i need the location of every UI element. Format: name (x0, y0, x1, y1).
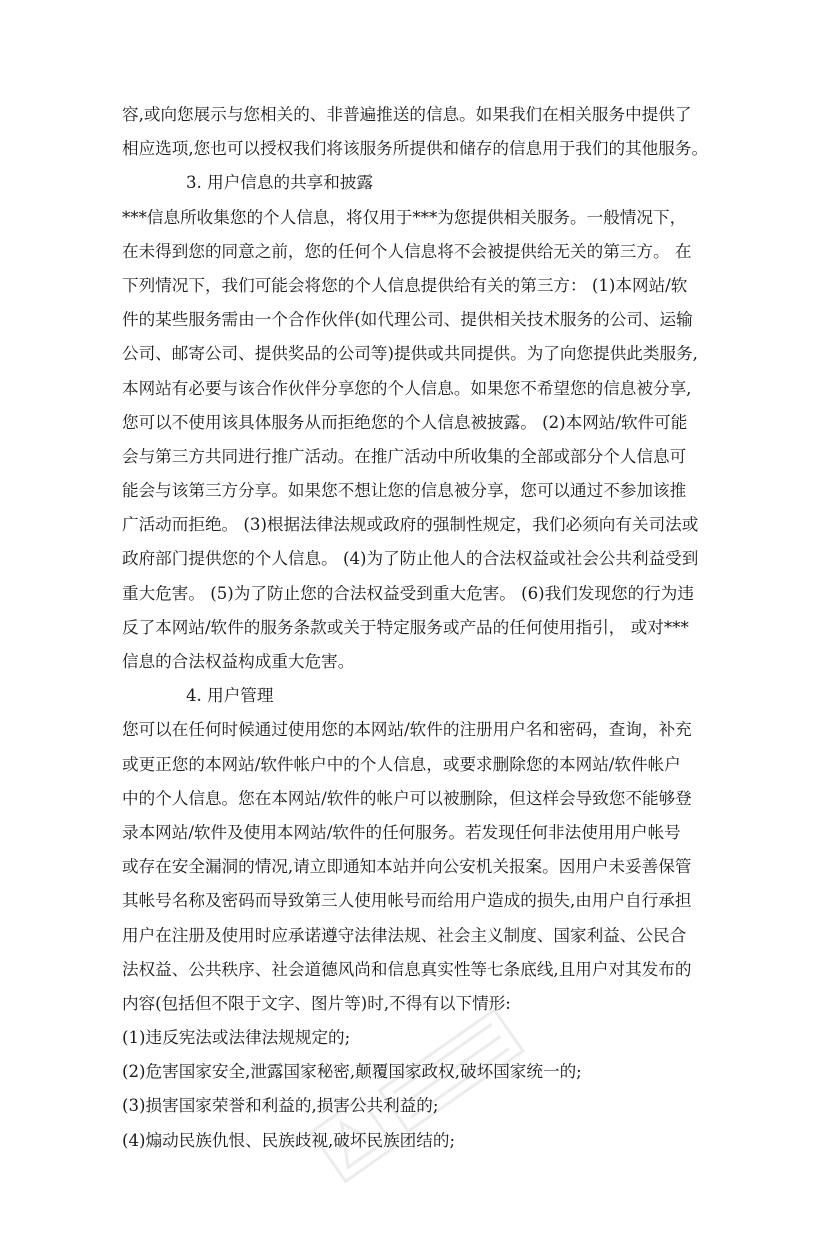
list-item: (1)违反宪法或法律法规规定的; (122, 1028, 351, 1048)
body-line: 内容(包括但不限于文字、图片等)时,不得有以下情形: (122, 993, 511, 1013)
body-line: 公司、邮寄公司、提供奖品的公司等)提供或共同提供。为了向您提供此类服务, (122, 344, 698, 364)
list-item: (2)危害国家安全,泄露国家秘密,颠覆国家政权,破坏国家统一的; (122, 1062, 582, 1082)
body-line: 或更正您的本网站/软件帐户中的个人信息，或要求删除您的本网站/软件帐户 (122, 754, 681, 774)
body-line: 下列情况下，我们可能会将您的个人信息提供给有关的第三方： (1)本网站/软 (122, 275, 688, 295)
body-line: 容,或向您展示与您相关的、非普遍推送的信息。如果我们在相关服务中提供了 (122, 105, 692, 124)
body-line: ***信息所收集您的个人信息，将仅用于***为您提供相关服务。一般情况下， (122, 207, 687, 227)
body-line: 件的某些服务需由一个合作伙伴(如代理公司、提供相关技术服务的公司、运输 (122, 310, 693, 330)
body-line: 能会与该第三方分享。如果您不想让您的信息被分享，您可以通过不参加该推 (122, 481, 687, 501)
body-line: 其帐号名称及密码而导致第三人使用帐号而给用户造成的损失,由用户自行承担 (122, 891, 692, 911)
body-line: 重大危害。 (5)为了防止您的合法权益受到重大危害。 (6)我们发现您的行为违 (122, 583, 694, 603)
section-heading-sharing: 3. 用户信息的共享和披露 (186, 173, 374, 193)
body-line: 中的个人信息。您在本网站/软件的帐户可以被删除，但这样会导致您不能够登 (122, 788, 692, 808)
body-line: 在未得到您的同意之前，您的任何个人信息将不会被提供给无关的第三方。 在 (122, 241, 692, 261)
body-line: 会与第三方共同进行推广活动。在推广活动中所收集的全部或部分个人信息可 (122, 446, 687, 466)
document-body (122, 98, 720, 1158)
body-line: 本网站有必要与该合作伙伴分享您的个人信息。如果您不希望您的信息被分享, (122, 378, 692, 398)
list-item: (4)煽动民族仇恨、民族歧视,破坏民族团结的; (122, 1130, 456, 1150)
body-line: 法权益、公共秩序、社会道德风尚和信息真实性等七条底线,且用户对其发布的 (122, 959, 692, 979)
list-item: (3)损害国家荣誉和利益的,损害公共利益的; (122, 1096, 439, 1116)
body-line: 录本网站/软件及使用本网站/软件的任何服务。若发现任何非法使用用户帐号 (122, 822, 681, 842)
body-line: 相应选项,您也可以授权我们将该服务所提供和储存的信息用于我们的其他服务。 (122, 139, 709, 159)
section-heading-user-management: 4. 用户管理 (186, 686, 274, 706)
body-line: 反了本网站/软件的服务条款或关于特定服务或产品的任何使用指引， 或对*** (122, 617, 689, 637)
body-line: 广活动而拒绝。 (3)根据法律法规或政府的强制性规定，我们必须向有关司法或 (122, 515, 699, 535)
body-line: 或存在安全漏洞的情况,请立即通知本站并向公安机关报案。因用户未妥善保管 (122, 857, 692, 877)
body-line: 信息的合法权益构成重大危害。 (122, 652, 355, 671)
body-line: 您可以在任何时候通过使用您的本网站/软件的注册用户名和密码，查询，补充 (122, 720, 692, 740)
body-line: 政府部门提供您的个人信息。 (4)为了防止他人的合法权益或社会公共利益受到 (122, 549, 699, 569)
body-line: 用户在注册及使用时应承诺遵守法律法规、社会主义制度、国家利益、公民合 (122, 925, 687, 945)
body-line: 您可以不使用该具体服务从而拒绝您的个人信息被披露。 (2)本网站/软件可能 (122, 412, 688, 432)
